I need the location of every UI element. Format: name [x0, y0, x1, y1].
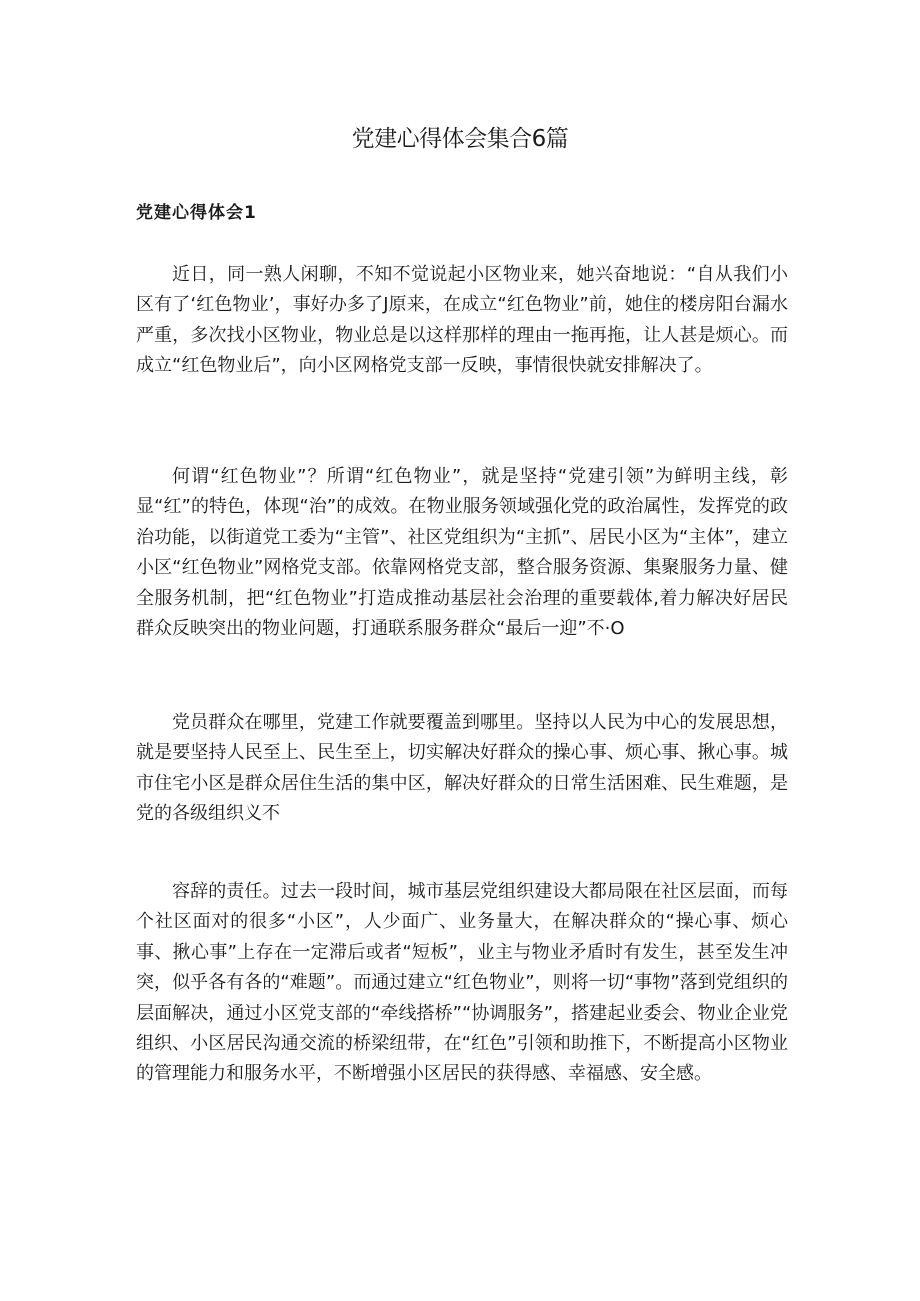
section-heading: 党建心得体会1: [136, 203, 257, 223]
document-title: 党建心得体会集合6篇: [351, 126, 569, 152]
paragraph-3: 党员群众在哪里，党建工作就要覆盖到哪里。坚持以人民为中心的发展思想，就是要坚持人民至上、民生至上，切实解决好群众的操心事、烦心事、揪心事。城市住宅小区是群众居住生活的集中区，解决好群众的日常生活困难、民生难题，是党的各级组织义不: [136, 712, 788, 825]
paragraph-4: 容辞的责任。过去一段时间，城市基层党组织建设大都局限在社区层面，而每个社区面对的很多“小区”，人少面广、业务量大，在解决群众的“操心事、烦心事、揪心事”上存在一定滞后或者“短板”，业主与物业矛盾时有发生，甚至发生冲突，似乎各有各的“难题”。而通过建立“红色物业”，则将一切“事物”落到党组织的层面解决，通过小区党支部的“牵线搭桥”“协调服务”，搭建起业委会、物业企业党组织、小区居民沟通交流的桥梁纽带，在“红色”引领和助推下，不断提高小区物业的管理能力和服务水平，不断增强小区居民的获得感、幸福感、安全感。: [136, 881, 788, 1085]
paragraph-2: 何谓“红色物业”？所谓“红色物业”，就是坚持“党建引领”为鲜明主线，彰显“红”的特色，体现“治”的成效。在物业服务领域强化党的政治属性，发挥党的政治功能，以街道党工委为“主管”、社区党组织为“主抓”、居民小区为“主体”，建立小区“红色物业”网格党支部。依靠网格党支部，整合服务资源、集聚服务力量、健全服务机制，把“红色物业”打造成推动基层社会治理的重要载体,着力解决好居民群众反映突出的物业问题，打通联系服务群众“最后一迎”不·O: [136, 466, 788, 640]
paragraph-1: 近日，同一熟人闲聊，不知不觉说起小区物业来，她兴奋地说：“自从我们小区有了‘红色物业’，事好办多了J原来，在成立“红色物业”前，她住的楼房阳台漏水严重，多次找小区物业，物业总是以这样那样的理由一拖再拖，让人甚是烦心。而成立“红色物业后”，向小区网格党支部一反映，事情很快就安排解决了。: [136, 264, 788, 377]
